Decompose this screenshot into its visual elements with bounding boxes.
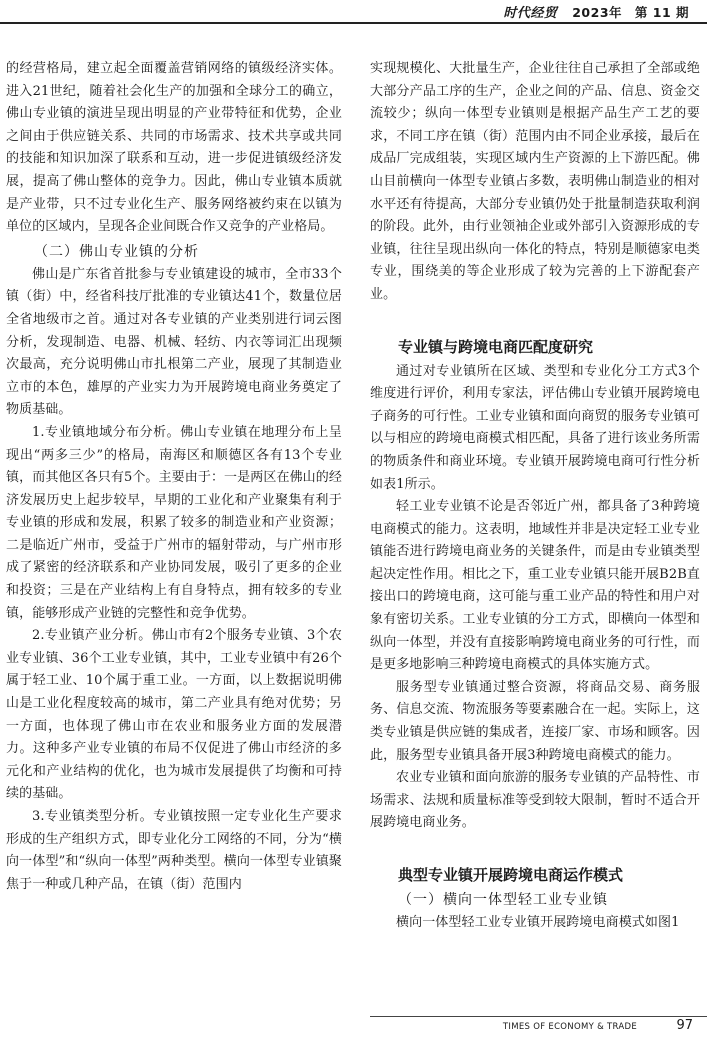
subsection-heading: （一）横向一体型轻工业专业镇 xyxy=(398,892,608,908)
paragraph: 横向一体型轻工业专业镇开展跨境电商模式如图1 xyxy=(396,915,680,930)
footer-rule xyxy=(370,1016,707,1017)
header-text xyxy=(503,2,689,21)
footer-journal-name: TIMES OF ECONOMY & TRADE xyxy=(502,1022,637,1032)
paragraph: 通过对专业镇所在区域、类型和专业化分工方式3个维度进行评价，利用专家法，评估佛山专业镇开展跨境电子商务的可行性。工业专业镇和面向商贸的服务专业镇可以与相应的跨境电商模式相匹配，具备了进行该业务所需的物质条件和商业环境。专业镇开展跨境电商可行性分析如表1所示。 xyxy=(370,363,700,492)
left-column xyxy=(6,58,342,896)
page-number: 97 xyxy=(676,1018,693,1033)
right-column xyxy=(370,58,700,935)
paragraph: 1.专业镇地域分布分析。佛山专业镇在地理分布上呈现出“两多三少”的格局，南海区和顺德区各有13个专业镇，而其他区各只有5个。主要由于：一是两区在佛山的经济发展历史上起步较早，早期的工业化和产业聚集有利于专业镇的形成和发展，积累了较多的制造业和产业资源；二是临近广州市，受益于广州市的辐射带动，与广州市形成了紧密的经济联系和产业协同发展，吸引了更多的企业和投资；三是在产业结构上有自身特点，拥有较多的专业镇，能够形成产业链的完整性和竞争优势。 xyxy=(6,424,342,621)
paragraph: 2.专业镇产业分析。佛山市有2个服务专业镇、3个农业专业镇、36个工业专业镇，其中，工业专业镇中有26个属于轻工业、10个属于重工业。一方面，以上数据说明佛山是工业化程度较高的城市，第二产业具有绝对优势；另一方面，也体现了佛山市在农业和服务业方面的发展潜力。这种多产业专业镇的布局不仅促进了佛山市经济的多元化和产业结构的优化，也为城市发展提供了均衡和可持续的基础。 xyxy=(6,628,342,802)
header-rule xyxy=(0,22,707,24)
paragraph: 服务型专业镇通过整合资源，将商品交易、商务服务、信息交流、物流服务等要素融合在一起。实际上，这类专业镇是供应链的集成者，连接厂家、市场和顾客。因此，服务型专业镇具备开展3种跨境电商模式的能力。 xyxy=(370,679,700,763)
subsection-heading: （二）佛山专业镇的分析 xyxy=(34,243,199,260)
paragraph: 农业专业镇和面向旅游的服务专业镇的产品特性、市场需求、法规和质量标准等受到较大限制，暂时不适合开展跨境电商业务。 xyxy=(370,770,700,831)
page-footer xyxy=(0,1014,707,1042)
page-header xyxy=(0,0,707,40)
paragraph: 3.专业镇类型分析。专业镇按照一定专业化生产要求形成的生产组织方式，即专业化分工网络的不同，分为“横向一体型”和“纵向一体型”两种类型。横向一体型专业镇聚焦于一种或几种产品，在镇（街）范围内 xyxy=(6,809,342,892)
paragraph: 轻工业专业镇不论是否邻近广州，都具备了3种跨境电商模式的能力。这表明，地域性并非是决定轻工业专业镇能否进行跨境电商业务的关键条件，而是由专业镇类型起决定性作用。相比之下，重工业专业镇只能开展B2B直接出口的跨境电商，这可能与重工业产品的特性和用户对象有密切关系。工业专业镇的分工方式，即横向一体型和纵向一体型，并没有直接影响跨境电商业务的可行性，而是更多地影响三种跨境电商模式的具体实施方式。 xyxy=(370,499,700,673)
issue-number: 第 11 期 xyxy=(634,5,689,20)
issue-year: 2023年 xyxy=(572,5,623,20)
section-heading: 专业镇与跨境电商匹配度研究 xyxy=(398,337,594,356)
paragraph: 佛山是广东省首批参与专业镇建设的城市，全市33个镇（街）中，经省科技厅批准的专业镇达41个，数量位居全省地级市之首。通过对各专业镇的产业类别进行词云图分析，发现制造、电器、机械、轻纺、内衣等词汇出现频次最高，充分说明佛山市扎根第二产业，展现了其制造业立市的本色，雄厚的产业实力为开展跨境电商业务奠定了物质基础。 xyxy=(6,266,342,418)
section-heading: 典型专业镇开展跨境电商运作模式 xyxy=(398,866,624,884)
paragraph: 实现规模化、大批量生产，企业往往自己承担了全部或绝大部分产品工序的生产，企业之间的产品、信息、资金交流较少；纵向一体型专业镇则是根据产品生产工艺的要求，不同工序在镇（街）范围内由不同企业承接，最后在成品厂完成组装，实现区域内生产资源的上下游匹配。佛山目前横向一体型专业镇占多数，表明佛山制造业的相对水平还有待提高，大部分专业镇仍处于批量制造获取利润的阶段。此外，由行业领袖企业或外部引入资源形成的专业镇，往往呈现出纵向一体化的特点，特别是顺德家电类专业，围绕美的等企业形成了较为完善的上下游配套产业。 xyxy=(370,61,700,302)
journal-title: 时代经贸 xyxy=(503,6,558,21)
paragraph: 的经营格局，建立起全面覆盖营销网络的镇级经济实体。进入21世纪，随着社会化生产的加强和全球分工的确立，佛山专业镇的演进呈现出明显的产业带特征和优势，企业之间由于供应链关系、共同的市场需求、技术共享或共同的技能和知识加深了联系和互动，进一步促进镇级经济发展，提高了佛山整体的竞争力。因此，佛山专业镇本质就是产业带，只不过专业化生产、服务网络被约束在以镇为单位的区域内，呈现各企业间既合作又竞争的产业格局。 xyxy=(6,61,342,235)
